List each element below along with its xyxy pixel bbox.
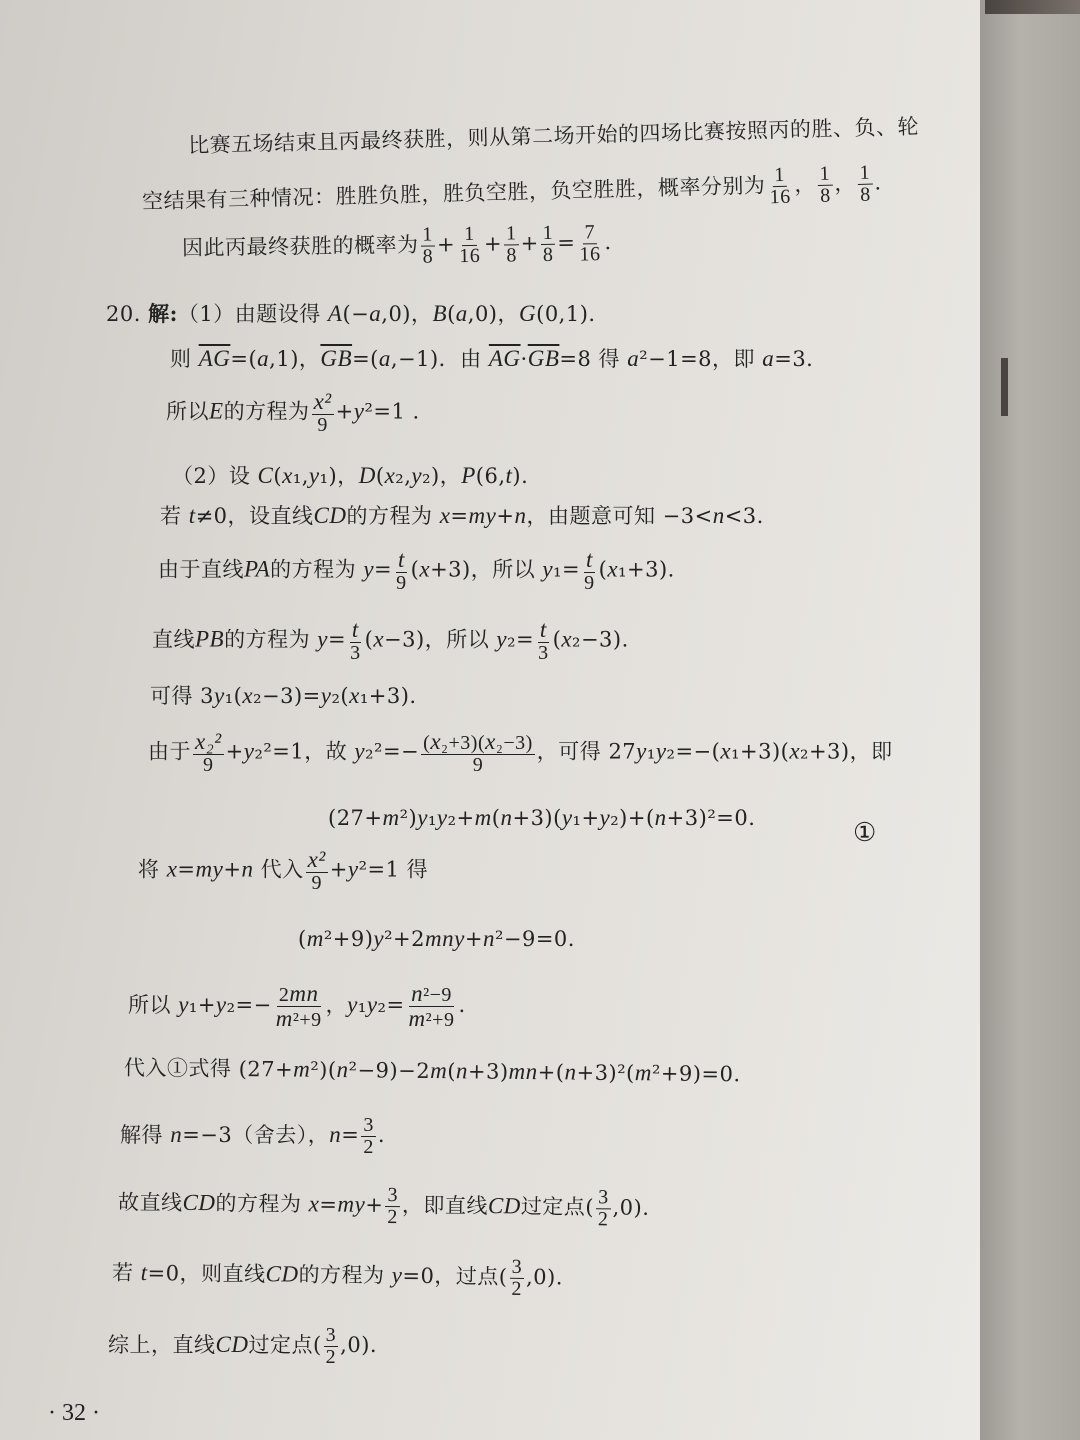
intro-line-2: 空结果有三种情况：胜胜负胜，胜负空胜，负空胜胜，概率分别为 $\frac{1}{16}$ ， $\frac{1}{8}$ ， $\frac{1}{8}$ . [141,161,882,214]
page-tab-mark [1001,358,1008,416]
page-edge-shadow [980,0,1080,1440]
solve-n: 解得 n=−3（舍去），n= $\frac{3}{2}$ . [120,1114,386,1158]
book-corner [985,0,1080,14]
part2-setup: （2）设 C(x₁,y₁)，D(x₂,y₂)，P(6,t). [172,463,529,488]
case-t-zero: 若 t=0，则直线CD的方程为 y=0，过点( $\frac{3}{2}$ ,0). [111,1255,564,1300]
page-number: · 32 · [48,1400,100,1426]
part1-ellipse: 所以E的方程为 $\frac{\text{x²}}{9}$ +y²=1 . [166,389,420,437]
problem-20-header: 20. 解:（1）由题设得 A(−a,0)，B(a,0)，G(0,1). [106,301,596,326]
vieta-relations: 所以 y₁+y₂=− $\frac{2mn}{\text{m²+9}}$ ，y₁y₂= $\frac{\text{n²−9}}{\text{m²+9}}$ . [128,981,466,1032]
part2-line-pb: 直线PB的方程为 y= $\frac{t}{3}$ (x−3)，所以 y₂= $\frac{t}{3}$ (x₂−3). [152,617,629,665]
substitute-into-1: 代入①式得 (27+m²)(n²−9)−2m(n+3)mn+(n+3)²(m²+9)=0. [123,1055,741,1087]
quadratic-equation: (m²+9)y²+2mny+n²−9=0. [298,926,575,951]
part2-line-cd: 若 t≠0，设直线CD的方程为 x=my+n，由题意可知 −3<n<3. [160,503,764,528]
part2-substitute: 将 x=my+n 代入 $\frac{\text{x²}}{9}$ +y²=1 得 [138,847,429,895]
part2-y2-squared: 由于 $\frac{\text{x₂²}}{9}$ +y₂²=1，故 y₂²=− $\frac{\text{(x₂+3)(x₂−3)}}{9}$ ，可得 27y₁y₂=−(x₁+3)(x₂+3)，即 [148,729,893,777]
equation-marker-1: ① [853,818,877,848]
intro-line-1: 比赛五场结束且丙最终获胜，则从第二场开始的四场比赛按照丙的胜、负、轮 [187,114,920,158]
intro-line-3: 因此丙最终获胜的概率为 $\frac{1}{8}$ + $\frac{1}{16}$ + $\frac{1}{8}$ + $\frac{1}{8}$ = $\frac{7}{16}$ . [181,221,612,268]
part2-line-pa: 由于直线PA的方程为 y= $\frac{t}{9}$ (x+3)，所以 y₁= $\frac{t}{9}$ (x₁+3). [158,547,675,595]
line-cd-equation: 故直线CD的方程为 x=my+ $\frac{3}{2}$ ，即直线CD过定点( $\frac{3}{2}$ ,0). [117,1184,650,1231]
conclusion: 综上，直线CD过定点( $\frac{3}{2}$ ,0). [108,1324,378,1368]
part2-relation: 可得 3y₁(x₂−3)=y₂(x₁+3). [150,683,417,708]
equation-1: (27+m²)y₁y₂+m(n+3)(y₁+y₂)+(n+3)²=0. [328,805,756,830]
part1-vectors: 则 $\overline{AG}=(a,1)$，$\overline{GB}=(a,-1)$．由 $\overline{AG}\cdot\overline{GB}=8$ 得 a²−1=8，即 a=3. [170,346,814,371]
